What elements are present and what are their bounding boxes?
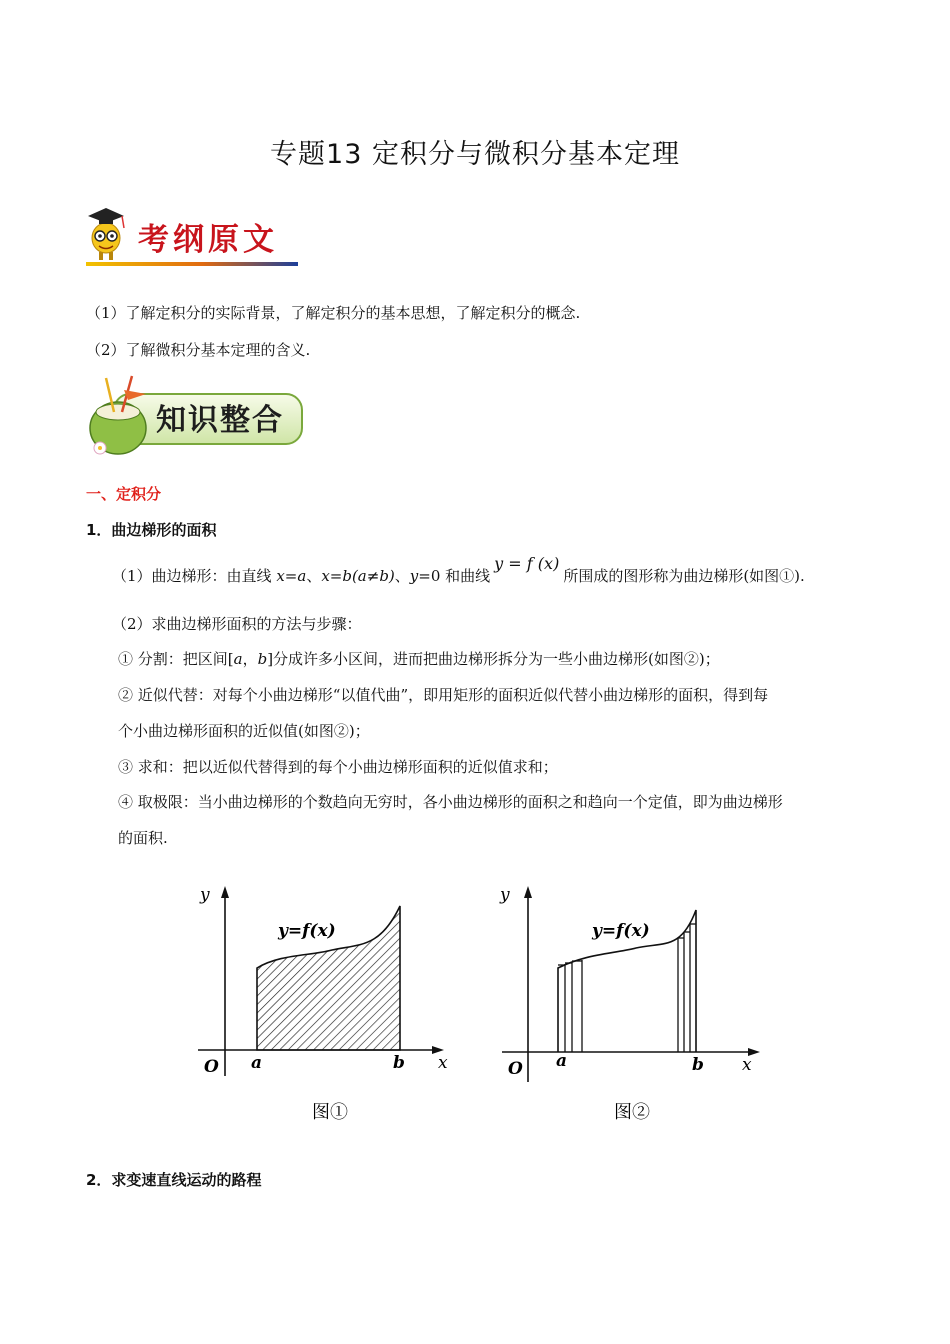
section-heading-definite-integral: 一、定积分 — [86, 485, 162, 503]
paragraph-curved-trapezoid-definition: （1）曲边梯形：由直线 x=a、x=b(a≠b)、y=0 和曲线y = f (x)所围成的图形称为曲边梯形(如图①). — [112, 554, 805, 585]
step-summation: ③ 求和：把以近似代替得到的每个小曲边梯形面积的近似值求和； — [118, 758, 558, 776]
subsection-heading-curved-trapezoid: 1．曲边梯形的面积 — [86, 521, 217, 539]
step-limit-line-1: ④ 取极限：当小曲边梯形的个数趋向无穷时，各小曲边梯形的面积之和趋向一个定值，即为曲边梯形 — [118, 793, 783, 811]
figure-2 — [496, 876, 766, 1130]
knowledge-banner — [86, 372, 306, 460]
x-axis-label: x — [742, 1055, 752, 1075]
step-partition: ① 分割：把区间[a，b]分成许多小区间，进而把曲边梯形拆分为一些小曲边梯形(如图②)； — [118, 650, 720, 668]
origin-label: O — [508, 1059, 523, 1079]
origin-label: O — [204, 1057, 219, 1077]
step-approximation-line-2: 个小曲边梯形面积的近似值(如图②)； — [118, 722, 370, 740]
subsection-heading-variable-speed: 2．求变速直线运动的路程 — [86, 1171, 262, 1189]
step-approximation-line-1: ② 近似代替：对每个小曲边梯形“以值代曲”，即用矩形的面积近似代替小曲边梯形的面积，得到每 — [118, 686, 769, 704]
y-axis-label: y — [500, 885, 510, 905]
mascot-icon — [88, 208, 124, 260]
curve-label: y=f(x) — [592, 921, 650, 941]
figure-1 — [190, 876, 460, 1130]
syllabus-item-2: （2）了解微积分基本定理的含义. — [86, 341, 311, 359]
syllabus-banner-label: 考纲原文 — [138, 222, 278, 258]
y-axis-arrow-icon — [221, 886, 229, 898]
paragraph-steps-intro: （2）求曲边梯形面积的方法与步骤： — [112, 615, 362, 633]
curve-formula: y = f (x) — [494, 554, 560, 573]
figure-2-caption: 图② — [614, 1102, 650, 1123]
a-label: a — [251, 1053, 263, 1073]
step-limit-line-2: 的面积. — [118, 829, 168, 847]
b-label: b — [393, 1053, 405, 1073]
a-label: a — [556, 1051, 568, 1071]
y-axis-arrow-icon — [524, 886, 532, 898]
b-label: b — [692, 1055, 704, 1075]
coconut-drink-icon — [90, 376, 146, 454]
figure-1-caption: 图① — [312, 1102, 348, 1123]
page-title: 专题13 定积分与微积分基本定理 — [270, 139, 680, 170]
curve-label: y=f(x) — [278, 921, 336, 941]
syllabus-item-1: （1）了解定积分的实际背景，了解定积分的基本思想，了解定积分的概念. — [86, 304, 581, 322]
syllabus-banner — [84, 196, 300, 270]
y-axis-label: y — [200, 885, 210, 905]
x-axis-label: x — [438, 1053, 448, 1073]
knowledge-banner-label: 知识整合 — [156, 403, 284, 438]
approximation-rectangles — [558, 924, 696, 1052]
